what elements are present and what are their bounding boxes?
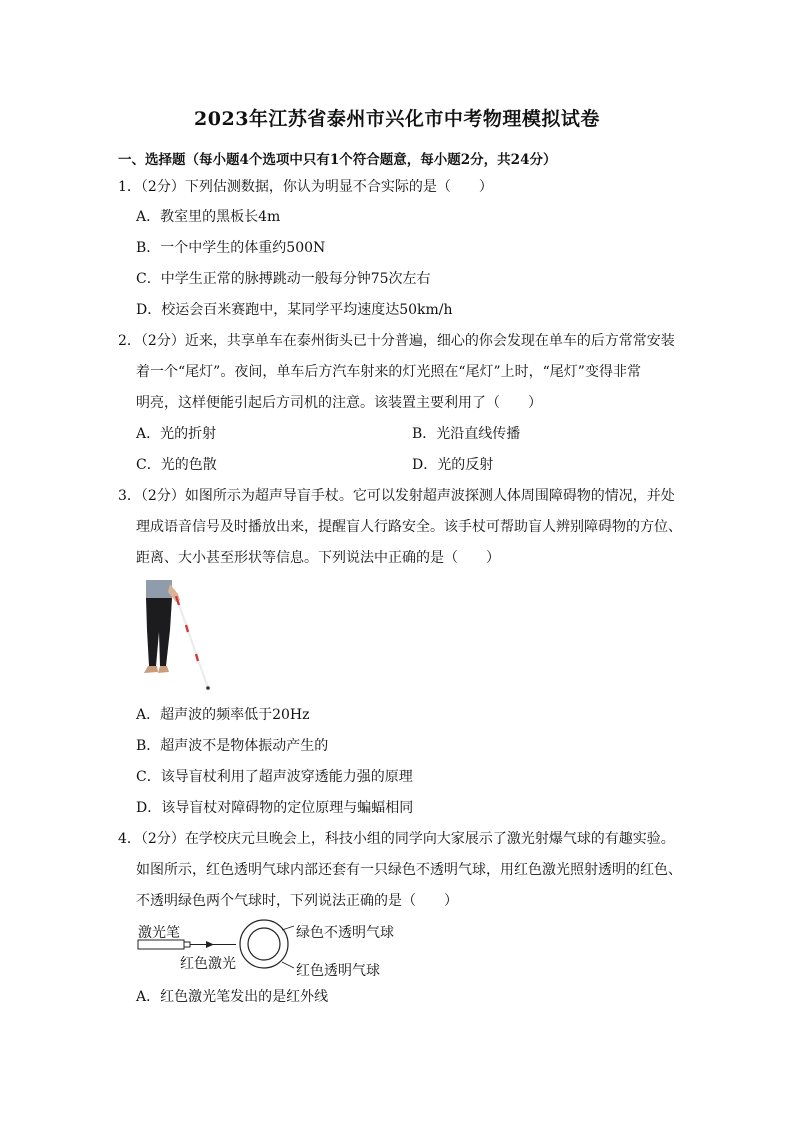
red-laser-label: 红色激光 [180,956,236,972]
q2-option-c[interactable]: C．光的色散 [136,457,217,473]
q1-option-c[interactable]: C．中学生正常的脉搏跳动一般每分钟75次左右 [136,271,431,287]
q2-option-a[interactable]: A．光的折射 [136,426,217,442]
q1-option-d[interactable]: D．校运会百米赛跑中，某同学平均速度达50km/h [136,302,453,318]
question-2-stem-line-2: 着一个“尾灯”。夜间，单车后方汽车射来的灯光照在“尾灯”上时，“尾灯”变得非常 [136,364,641,380]
green-opaque-balloon-label: 绿色不透明气球 [296,925,394,941]
q3-option-b[interactable]: B．超声波不是物体振动产生的 [136,738,329,754]
q3-option-d[interactable]: D．该导盲杖对障碍物的定位原理与蝙蝠相同 [136,800,414,816]
section-heading: 一、选择题（每小题4个选项中只有1个符合题意，每小题2分，共24分） [118,152,557,168]
q1-option-b[interactable]: B．一个中学生的体重约500N [136,240,326,256]
q3-option-c[interactable]: C．该导盲杖利用了超声波穿透能力强的原理 [136,769,413,785]
q3-option-a[interactable]: A．超声波的频率低于20Hz [136,707,310,723]
question-3-stem-line-1: 3．（2分）如图所示为超声导盲手杖。它可以发射超声波探测人体周围障碍物的情况，并处 [118,488,675,504]
question-1-stem: 1．（2分）下列估测数据，你认为明显不合实际的是（ ） [118,179,493,195]
question-4-stem-line-1: 4．（2分）在学校庆元旦晚会上，科技小组的同学向大家展示了激光射爆气球的有趣实验。 [118,831,675,847]
blind-cane-figure [136,580,216,692]
question-3-stem-line-2: 理成语音信号及时播放出来，提醒盲人行路安全。该手杖可帮助盲人辨别障碍物的方位、 [136,519,682,535]
q4-option-a[interactable]: A．红色激光笔发出的是红外线 [136,989,329,1005]
question-4-stem-line-2: 如图所示，红色透明气球内部还套有一只绿色不透明气球，用红色激光照射透明的红色、 [136,862,682,878]
question-2-stem-line-1: 2．（2分）近来，共享单车在泰州街头已十分普遍，细心的你会发现在单车的后方常常安装 [118,333,675,349]
page-title: 2023年江苏省泰州市兴化市中考物理模拟试卷 [194,108,600,130]
question-3-stem-line-3: 距离、大小甚至形状等信息。下列说法中正确的是（ ） [136,550,500,566]
q1-option-a[interactable]: A．教室里的黑板长4m [136,209,281,225]
question-2-stem-line-3: 明亮，这样便能引起后方司机的注意。该装置主要利用了（ ） [136,395,542,411]
red-transparent-balloon-label: 红色透明气球 [296,963,380,979]
question-4-stem-line-3: 不透明绿色两个气球时，下列说法正确的是（ ） [136,893,458,909]
q2-option-d[interactable]: D．光的反射 [412,457,494,473]
laser-pen-label: 激光笔 [138,925,180,941]
q2-option-b[interactable]: B．光沿直线传播 [412,426,521,442]
